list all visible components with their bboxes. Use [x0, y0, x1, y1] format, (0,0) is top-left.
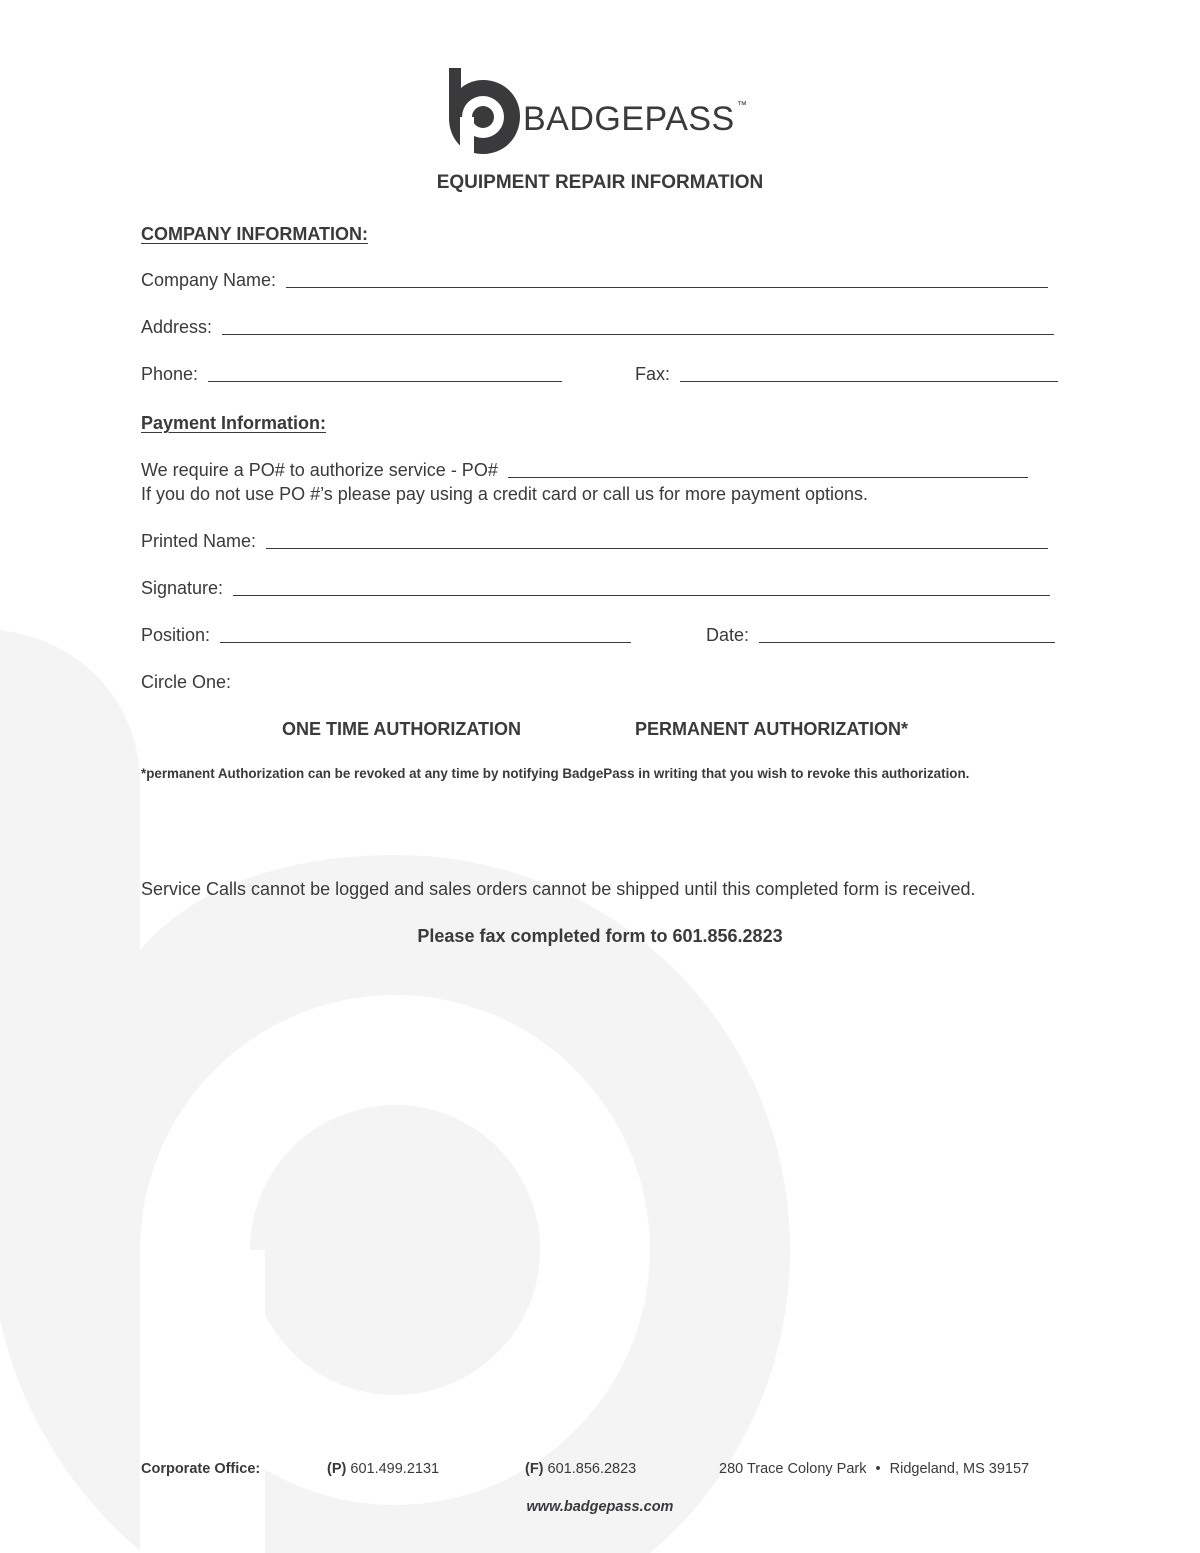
circle-one-label: Circle One: [141, 672, 232, 692]
company-name-label: Company Name: [141, 270, 277, 290]
date-row [706, 625, 1055, 646]
printed-name-label: Printed Name: [141, 531, 257, 551]
service-notice: Service Calls cannot be logged and sales orders cannot be shipped until this completed form is received. [141, 879, 976, 899]
footer-phone [327, 1461, 439, 1477]
company-name-field[interactable] [286, 286, 1048, 288]
po-field[interactable] [508, 476, 1028, 478]
phone-row [141, 364, 562, 385]
phone-prefix: (P) [327, 1461, 347, 1477]
footer-fax [525, 1461, 636, 1477]
address-row [141, 317, 1054, 338]
company-name-row [141, 270, 1048, 291]
fax-field[interactable] [680, 380, 1058, 382]
position-field[interactable] [220, 641, 631, 643]
website-link[interactable]: www.badgepass.com [526, 1499, 674, 1515]
footer-address [719, 1461, 1029, 1477]
trademark-symbol: ™ [737, 100, 747, 111]
fax-row [635, 364, 1058, 385]
fax-instruction: Please fax completed form to 601.856.2823 [417, 926, 783, 946]
phone-label: Phone: [141, 364, 199, 384]
printed-name-row [141, 531, 1048, 552]
company-section-heading: COMPANY INFORMATION: [141, 224, 368, 244]
fax-prefix: (F) [525, 1461, 544, 1477]
signature-row [141, 578, 1050, 599]
authorization-footnote: *permanent Authorization can be revoked at any time by notifying BadgePass in writing that you wish to revoke this authorization. [141, 766, 970, 781]
po-row [141, 460, 1028, 481]
payment-section-heading: Payment Information: [141, 413, 327, 433]
address-field[interactable] [222, 333, 1054, 335]
address-separator: • [875, 1461, 881, 1477]
one-time-authorization-option[interactable]: ONE TIME AUTHORIZATION [282, 719, 521, 739]
fax-label: Fax: [635, 364, 671, 384]
footer-office-label [141, 1461, 260, 1477]
date-label: Date: [706, 625, 750, 645]
office-city: Ridgeland, MS 39157 [889, 1461, 1030, 1477]
brand-logo [446, 66, 766, 160]
office-label: Corporate Office: [141, 1461, 261, 1477]
signature-field[interactable] [233, 594, 1050, 596]
signature-label: Signature: [141, 578, 224, 598]
position-label: Position: [141, 625, 211, 645]
office-street: 280 Trace Colony Park [719, 1461, 867, 1477]
badgepass-b-icon [446, 66, 522, 160]
page-title: EQUIPMENT REPAIR INFORMATION [436, 172, 764, 193]
po-label: We require a PO# to authorize service - PO# [141, 460, 498, 480]
office-phone: 601.499.2131 [350, 1461, 440, 1477]
po-note: If you do not use PO #’s please pay using a credit card or call us for more payment options. [141, 484, 869, 504]
address-label: Address: [141, 317, 213, 337]
brand-name: BADGEPASS [523, 100, 735, 138]
position-row [141, 625, 631, 646]
office-fax: 601.856.2823 [547, 1461, 637, 1477]
permanent-authorization-option[interactable]: PERMANENT AUTHORIZATION* [635, 719, 908, 739]
date-field[interactable] [759, 641, 1055, 643]
printed-name-field[interactable] [266, 547, 1048, 549]
phone-field[interactable] [208, 380, 562, 382]
